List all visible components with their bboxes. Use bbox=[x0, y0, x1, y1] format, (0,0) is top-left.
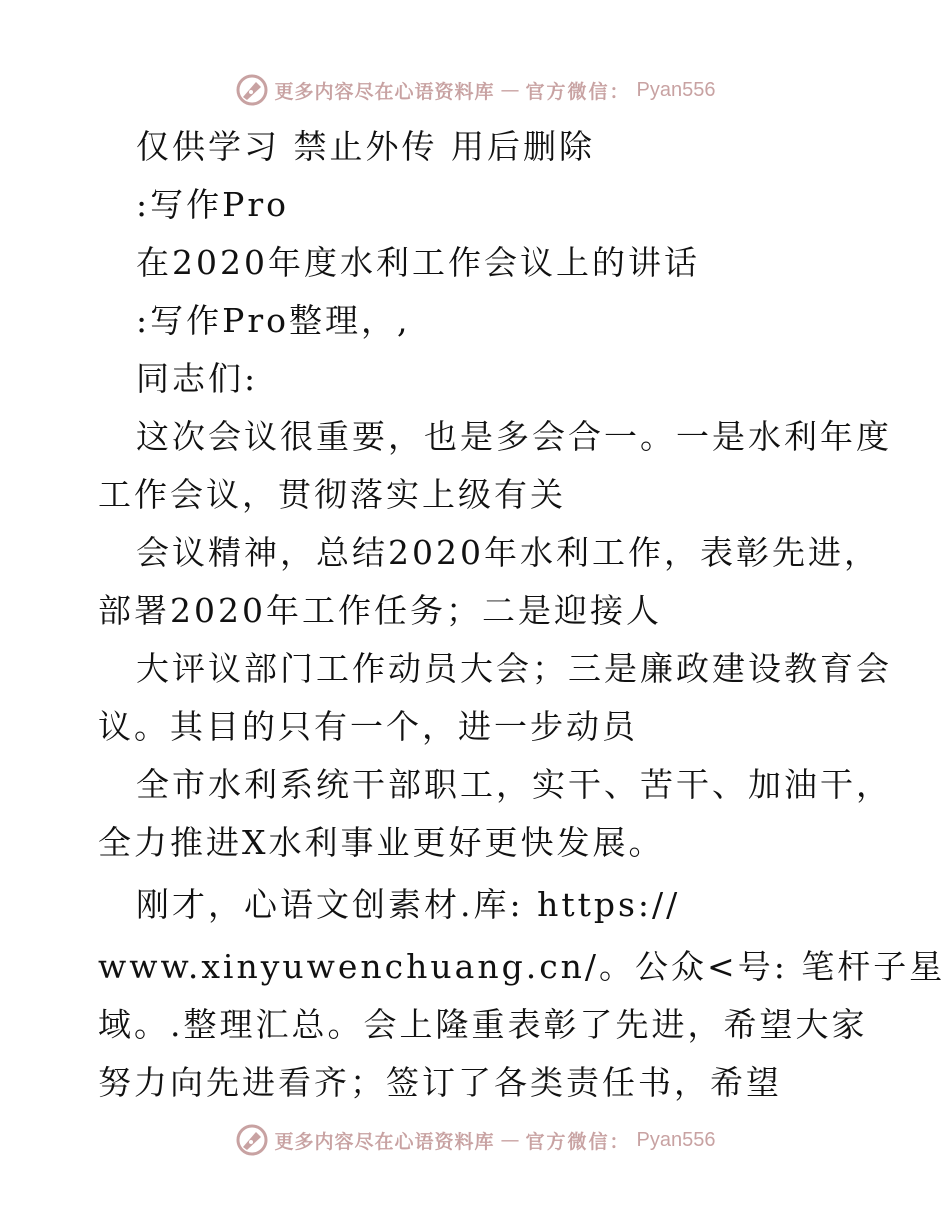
doc-line: 全力推进X水利事业更好更快发展。 bbox=[98, 823, 665, 862]
watermark-separator: — bbox=[500, 1129, 520, 1151]
doc-line-notice: 仅供学习 禁止外传 用后删除 bbox=[136, 127, 595, 166]
doc-line-source: :写作Pro bbox=[136, 185, 289, 224]
doc-line: 会议精神，总结2020年水利工作，表彰先进， bbox=[136, 533, 880, 572]
pen-nib-circle-icon bbox=[235, 73, 269, 107]
watermark-official-label: 官方微信： bbox=[525, 1130, 631, 1153]
doc-line: www.xinyuwenchuang.cn/。公众<号: 笔杆子星 bbox=[98, 947, 946, 986]
watermark-wechat-id: Pyan556 bbox=[636, 78, 716, 101]
doc-line-greeting: 同志们: bbox=[136, 359, 259, 398]
watermark-site-text: 更多内容尽在心语资料库 bbox=[274, 80, 495, 103]
doc-line: 大评议部门工作动员大会；三是廉政建设教育会 bbox=[136, 649, 892, 688]
watermark-official-label: 官方微信： bbox=[525, 80, 631, 103]
watermark-wechat-id: Pyan556 bbox=[636, 1128, 716, 1151]
doc-line: 域。.整理汇总。会上隆重表彰了先进，希望大家 bbox=[98, 1005, 868, 1044]
watermark-site-text: 更多内容尽在心语资料库 bbox=[274, 1130, 495, 1153]
doc-line-editor: :写作Pro整理，, bbox=[136, 301, 411, 340]
header-watermark bbox=[0, 70, 950, 110]
watermark-separator: — bbox=[500, 79, 520, 101]
pen-nib-circle-icon bbox=[235, 1123, 269, 1157]
doc-line: 这次会议很重要，也是多会合一。一是水利年度 bbox=[136, 417, 892, 456]
doc-line: 努力向先进看齐；签订了各类责任书，希望 bbox=[98, 1063, 782, 1102]
doc-line-title: 在2020年度水利工作会议上的讲话 bbox=[136, 243, 700, 282]
footer-watermark bbox=[0, 1120, 950, 1160]
doc-line: 全市水利系统干部职工，实干、苦干、加油干， bbox=[136, 765, 892, 804]
doc-line: 刚才，心语文创素材.库: https:// bbox=[136, 885, 681, 924]
doc-line: 部署2020年工作任务；二是迎接人 bbox=[98, 591, 662, 630]
doc-line: 工作会议，贯彻落实上级有关 bbox=[98, 475, 566, 514]
doc-line: 议。其目的只有一个，进一步动员 bbox=[98, 707, 638, 746]
